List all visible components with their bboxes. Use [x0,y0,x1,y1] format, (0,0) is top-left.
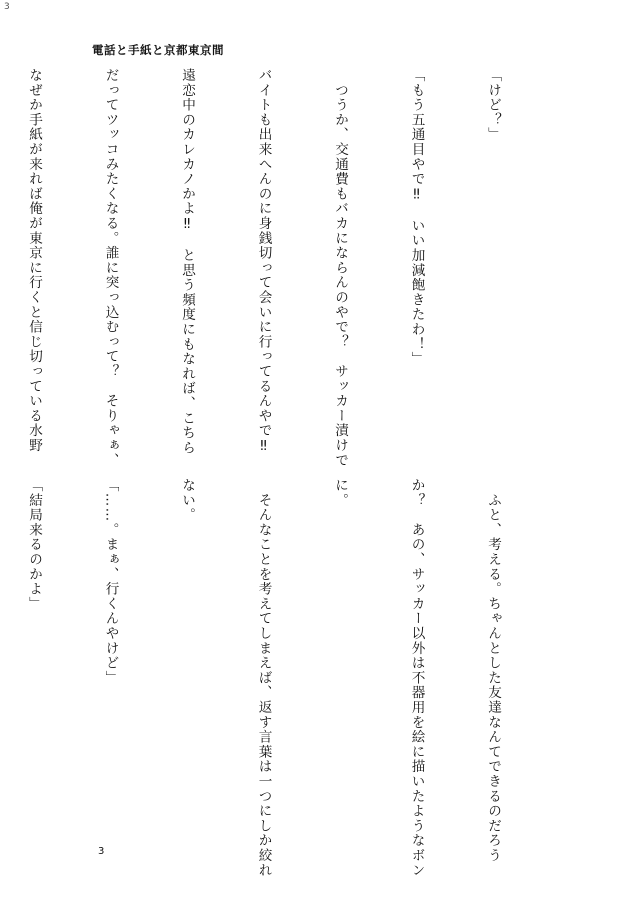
text-block-top [26,68,556,468]
text-line: そんなことを考えてしまえば、返す言葉は一つにしか絞れ [255,478,272,878]
page-number: 3 [98,846,105,857]
text-line: 「けど？」 [485,68,501,142]
text-line: バイトも出来へんのに身銭切って会いに行ってるんやで‼ [255,68,272,456]
text-line: に。 [332,478,348,508]
text-block-bottom [26,478,556,878]
text-line: 「結局来るのかよ」 [26,478,42,612]
text-line: か？ あの、サッカー以外は不器用を絵に描いたようなボン [408,478,425,878]
corner-page-number: 3 [4,2,10,12]
text-line: なぜか手紙が来れば俺が東京に行くと信じ切っている水野 [26,68,42,453]
text-line: 「もう五通目やで‼ いい加減飽きたわ！」 [408,68,425,367]
text-line: だってツッコみたくなる。誰に突っ込むって？ そりゃぁ、 [102,68,119,468]
text-line: つうか、交通費もバカにならんのやで？ サッカー漬けで [332,68,348,468]
text-line: ふと、考える。ちゃんとした友達なんてできるのだろう [485,478,501,863]
text-line: 遠恋中のカレカノかよ‼ と思う頻度にもなれば、こちら [179,68,195,456]
text-line: ない。 [179,478,195,523]
running-title: 電話と手紙と京都東京間 [92,43,224,57]
text-line: 「……。まぁ、行くんやけど」 [102,478,119,686]
